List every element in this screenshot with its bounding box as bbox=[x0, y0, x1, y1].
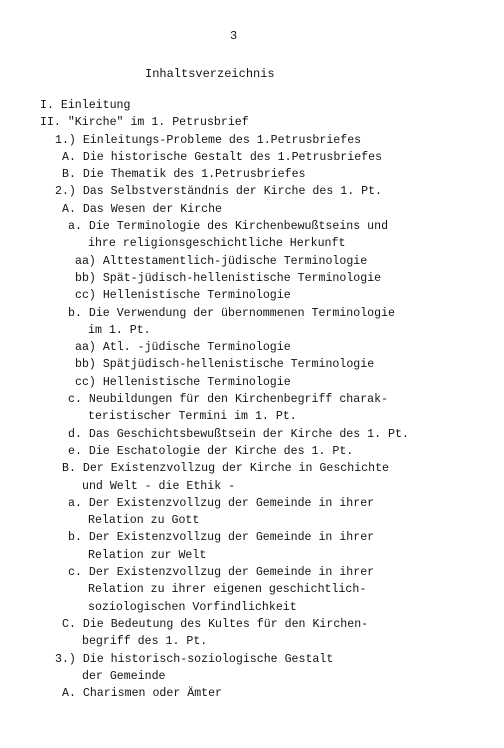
toc-entry: a. Die Terminologie des Kirchenbewußtseins und bbox=[68, 220, 389, 234]
toc-entry: aa) Atl. -jüdische Terminologie bbox=[75, 341, 291, 355]
toc-entry: im 1. Pt. bbox=[88, 323, 151, 337]
toc-entry: c. Neubildungen für den Kirchenbegriff charak- bbox=[68, 393, 389, 407]
toc-entry: bb) Spät-jüdisch-hellenistische Terminologie bbox=[75, 271, 382, 285]
toc-entry: A. Charismen oder Ämter bbox=[62, 687, 223, 701]
toc-entry: ihre religionsgeschichtliche Herkunft bbox=[88, 237, 346, 251]
toc-entry: II. "Kirche" im 1. Petrusbrief bbox=[40, 116, 249, 130]
table-of-contents bbox=[0, 97, 504, 702]
toc-entry: b. Der Existenzvollzug der Gemeinde in ihrer bbox=[68, 531, 375, 545]
toc-entry: A. Die historische Gestalt des 1.Petrusbriefes bbox=[62, 150, 383, 164]
toc-entry: begriff des 1. Pt. bbox=[82, 635, 208, 649]
toc-entry: cc) Hellenistische Terminologie bbox=[75, 375, 291, 389]
toc-entry: 2.) Das Selbstverständnis der Kirche des 1. Pt. bbox=[55, 185, 382, 199]
toc-entry: 1.) Einleitungs-Probleme des 1.Petrusbriefes bbox=[55, 133, 362, 147]
toc-entry: I. Einleitung bbox=[40, 99, 131, 112]
toc-entry: 3.) Die historisch-soziologische Gestalt bbox=[55, 652, 334, 666]
toc-entry: der Gemeinde bbox=[82, 669, 166, 683]
page-heading: Inhaltsverzeichnis bbox=[145, 67, 275, 81]
toc-entry: B. Der Existenzvollzug der Kirche in Geschichte bbox=[62, 462, 389, 476]
toc-entry: A. Das Wesen der Kirche bbox=[62, 202, 223, 216]
toc-entry: Relation zu Gott bbox=[88, 514, 200, 528]
toc-entry: aa) Alttestamentlich-jüdische Terminologie bbox=[75, 254, 368, 268]
toc-entry: Relation zur Welt bbox=[88, 548, 207, 562]
page-number: 3 bbox=[230, 29, 238, 43]
toc-entry: B. Die Thematik des 1.Petrusbriefes bbox=[62, 168, 306, 182]
toc-entry: C. Die Bedeutung des Kultes für den Kirchen- bbox=[62, 617, 369, 631]
toc-entry: c. Der Existenzvollzug der Gemeinde in ihrer bbox=[68, 566, 375, 580]
toc-entry: d. Das Geschichtsbewußtsein der Kirche des 1. Pt. bbox=[68, 427, 409, 441]
toc-entry: Relation zu ihrer eigenen geschichtlich- bbox=[88, 583, 367, 597]
toc-entry: b. Die Verwendung der übernommenen Terminologie bbox=[68, 306, 395, 320]
toc-entry: und Welt - die Ethik - bbox=[82, 479, 236, 493]
toc-entry: e. Die Eschatologie der Kirche des 1. Pt. bbox=[68, 444, 354, 458]
toc-entry: teristischer Termini im 1. Pt. bbox=[88, 410, 297, 424]
toc-entry: cc) Hellenistische Terminologie bbox=[75, 289, 291, 303]
toc-entry: bb) Spätjüdisch-hellenistische Terminologie bbox=[75, 358, 375, 372]
toc-entry: soziologischen Vorfindlichkeit bbox=[88, 600, 297, 614]
toc-entry: a. Der Existenzvollzug der Gemeinde in ihrer bbox=[68, 496, 375, 510]
